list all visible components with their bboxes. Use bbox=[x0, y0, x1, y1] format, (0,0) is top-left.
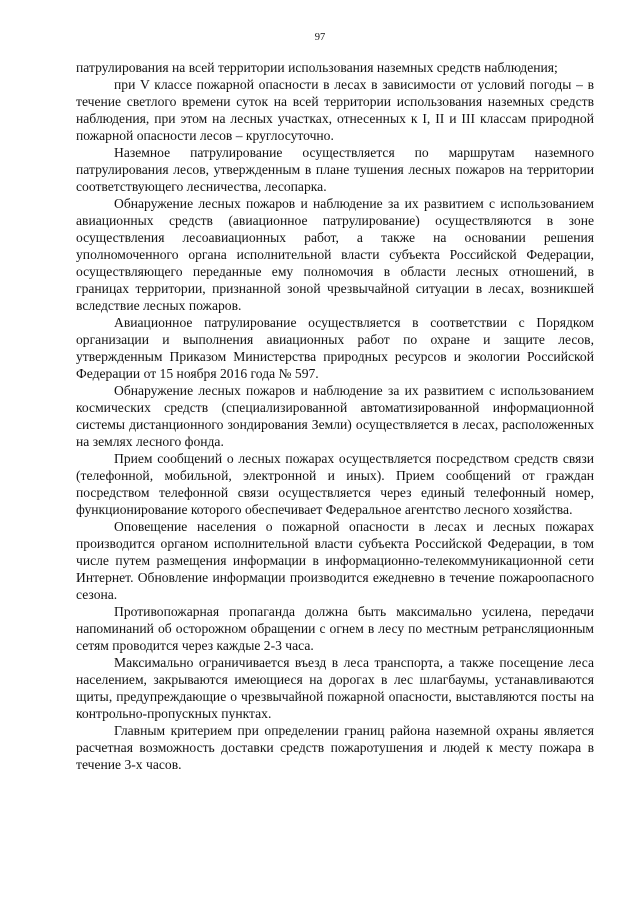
paragraph-3: Наземное патрулирование осуществляется по маршрутам наземного патрулирования лесов, утвержденным в плане тушения лесных пожаров на территории соответствующего лесничества, лесопарка. bbox=[76, 145, 594, 194]
paragraph-4: Обнаружение лесных пожаров и наблюдение за их развитием с использованием авиационных средств (авиационное патрулирование) осуществляются в зоне осуществления лесоавиационных работ, а также на основании решения уполномоченного органа исполнительной власти субъекта Российской Федерации, осуществляющего переданные ему полномочия в области лесных отношений, в границах территории, признанной зоной чрезвычайной ситуации в лесах, возникшей вследствие лесных пожаров. bbox=[76, 196, 594, 313]
paragraph-10: Максимально ограничивается въезд в леса транспорта, а также посещение леса населением, закрываются имеющиеся на дорогах в лес шлагбаумы, устанавливаются щиты, предупреждающие о чрезвычайной пожарной опасности, выставляются посты на контрольно-пропускных пунктах. bbox=[76, 655, 594, 721]
paragraph-1: патрулирования на всей территории использования наземных средств наблюдения; bbox=[76, 60, 558, 75]
paragraph-9: Противопожарная пропаганда должна быть максимально усилена, передачи напоминаний об осторожном обращении с огнем в лесу по местным ретрансляционным сетям проводится через каждые 2-3 часа. bbox=[76, 604, 594, 653]
paragraph-7: Прием сообщений о лесных пожарах осуществляется посредством средств связи (телефонной, мобильной, электронной и иных). Прием сообщений от граждан посредством телефонной связи осуществляется через единый телефонный номер, функционирование которого обеспечивает Федеральное агентство лесного хозяйства. bbox=[76, 451, 594, 517]
body-text bbox=[76, 59, 594, 773]
paragraph-8: Оповещение населения о пожарной опасности в лесах и лесных пожарах производится органом исполнительной власти субъекта Российской Федерации, в том числе путем размещения информации в информационно-телекоммуникационной сети Интернет. Обновление информации производится ежедневно в течение пожароопасного сезона. bbox=[76, 519, 594, 602]
paragraph-2: при V классе пожарной опасности в лесах в зависимости от условий погоды – в течение светлого времени суток на всей территории использования наземных средств наблюдения, при этом на лесных участках, отнесенных к I, II и III классам природной пожарной опасности лесов – круглосуточно. bbox=[76, 77, 594, 143]
paragraph-6: Обнаружение лесных пожаров и наблюдение за их развитием с использованием космических средств (специализированной автоматизированной информационной системы дистанционного зондирования Земли) осуществляется в лесах, расположенных на землях лесного фонда. bbox=[76, 383, 594, 449]
page-number: 97 bbox=[314, 32, 326, 43]
paragraph-5: Авиационное патрулирование осуществляется в соответствии с Порядком организации и выполнения авиационных работ по охране и защите лесов, утвержденным Приказом Министерства природных ресурсов и экологии Российской Федерации от 15 ноября 2016 года № 597. bbox=[76, 315, 594, 381]
paragraph-11: Главным критерием при определении границ района наземной охраны является расчетная возможность доставки средств пожаротушения и людей к месту пожара в течение 3-х часов. bbox=[76, 723, 594, 772]
